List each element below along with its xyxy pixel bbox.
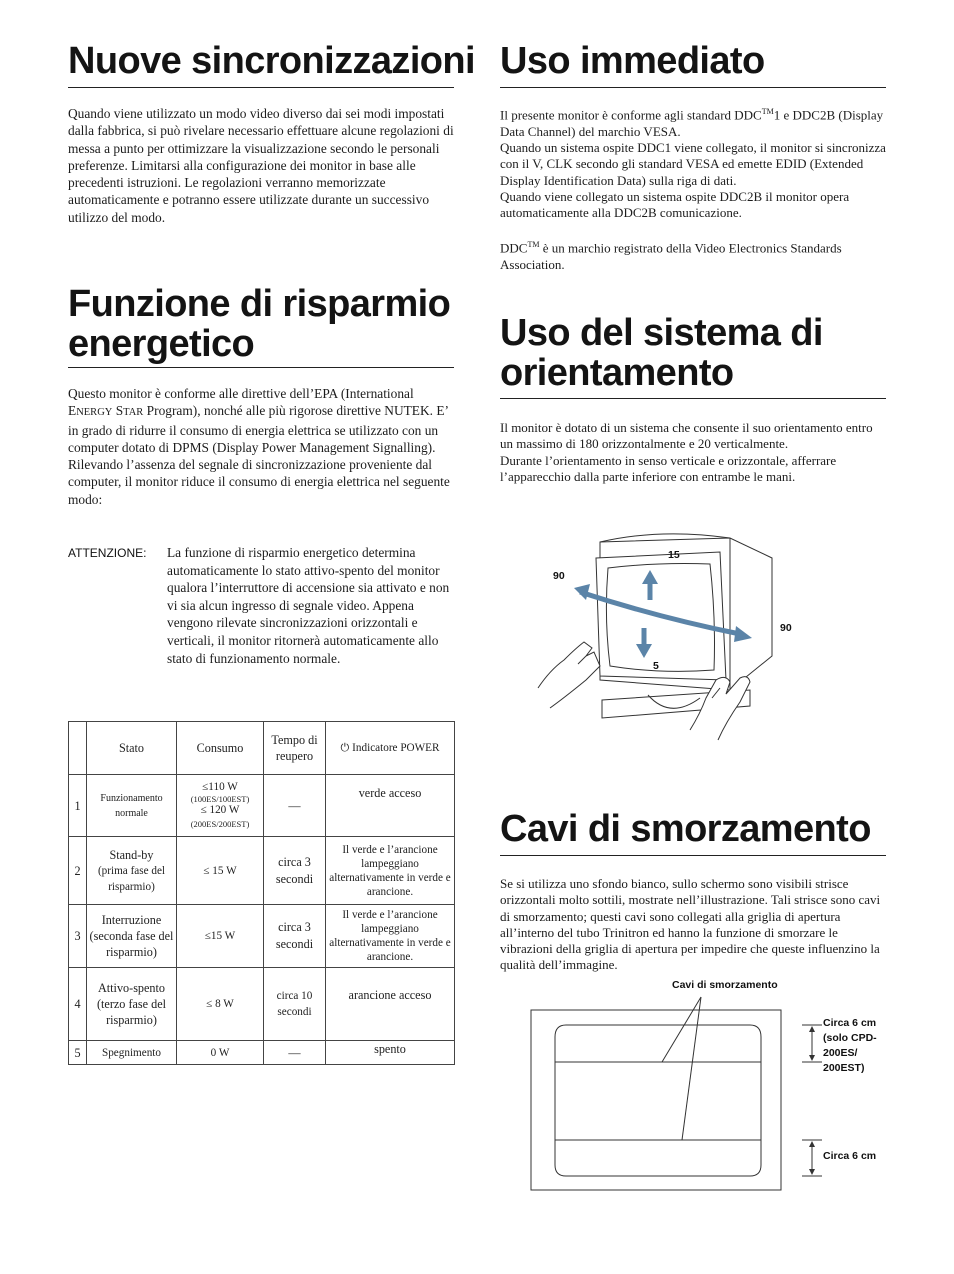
heading-cavi-smorzamento: Cavi di smorzamento — [500, 808, 871, 850]
paragraph-risparmio-energetico — [68, 385, 458, 508]
figure-caption-cavi: Cavi di smorzamento — [672, 979, 778, 991]
table-cell-tempo: circa 10 secondi — [264, 968, 326, 1041]
heading-rule — [500, 398, 886, 399]
heading-nuove-sincronizzazioni: Nuove sincronizzazioni — [68, 40, 475, 82]
paragraph-text: Il monitor è dotato di un sistema che consente il suo orientamento entro un massimo di 180 orizzontalmente e 20 verticalmente. — [500, 420, 873, 452]
table-cell-tempo: — — [264, 1041, 326, 1065]
text-run-smallcaps: NERGY — [76, 407, 113, 419]
table-cell-stato — [87, 837, 177, 905]
table-cell-consumo: 0 W — [177, 1041, 264, 1065]
heading-line: Funzione di risparmio — [68, 283, 451, 325]
attention-text: La funzione di risparmio energetico determina automaticamente lo stato attivo-spento del monitor qualora l’interruttore di accensione sia attivato e non vi sia alcun ingresso di segnale video. Appena vengono rilevate sincronizzazioni orizzontali e verticali, il monitor ritornerà automaticamente allo stato di funzionamento normale. — [167, 545, 450, 666]
table-cell-stato: Spegnimento — [87, 1041, 177, 1065]
table-header-text: Indicatore POWER — [352, 742, 440, 754]
attention-label: ATTENZIONE: — [68, 546, 147, 560]
tilt-label-up: 15 — [668, 549, 680, 561]
table-cell-consumo — [177, 775, 264, 837]
dimension-label-top — [823, 1016, 877, 1076]
text-run-smallcaps: TAR — [123, 407, 144, 419]
table-cell-indicatore: spento — [326, 1041, 455, 1065]
table-cell-num: 5 — [69, 1041, 87, 1065]
heading-rule — [500, 855, 886, 856]
table-cell-indicatore: verde acceso — [326, 775, 455, 837]
heading-sistema-orientamento — [500, 313, 823, 393]
heading-line: orientamento — [500, 352, 734, 394]
swivel-label-left: 90 — [553, 570, 565, 582]
table-cell-num: 2 — [69, 837, 87, 905]
table-cell-num: 4 — [69, 968, 87, 1041]
text-run: DDC — [500, 240, 528, 256]
table-cell-consumo: ≤15 W — [177, 905, 264, 968]
table-row — [69, 837, 455, 905]
tilt-swivel-illustration — [530, 530, 830, 750]
table-cell-line: (prima fase del risparmio) — [97, 864, 166, 893]
paragraph-orientamento — [500, 420, 880, 485]
table-cell-tempo: circa 3 secondi — [264, 905, 326, 968]
table-cell-indicatore: arancione acceso — [326, 968, 455, 1041]
paragraph-text: Se si utilizza uno sfondo bianco, sullo schermo sono visibili strisce orizzontali molto sottili, mostrate nell’illustrazione. Tali strisce sono cavi di smorzamento; questi cavi sono collegati alla griglia di apertura all’interno del tubo Trinitron ed hanno la funzione di smorzare le vibrazioni della griglia di apertura per impedire che queste influenzino la qualità dell’immagine. — [500, 876, 881, 973]
heading-uso-immediato: Uso immediato — [500, 40, 765, 82]
tilt-label-down: 5 — [653, 660, 659, 672]
table-header-tempo: Tempo di reupero — [264, 722, 326, 775]
table-cell-line: ≤110 W — [202, 780, 238, 793]
paragraph-text: Quando un sistema ospite DDC1 viene collegato, il monitor si sincronizza con il V, CLK secondo gli standard VESA ed emette EDID (Extended Display Identification Data) sulla riga di dati. — [500, 139, 886, 188]
table-cell-num: 3 — [69, 905, 87, 968]
heading-risparmio-energetico — [68, 284, 450, 364]
paragraph-text: Quando viene utilizzato un modo video diverso dai sei modi impostati dalla fabbrica, si può rivelare necessario effettuare alcune regolazioni di messa a punto per ottimizzare la visualizzazione secondo le personali preferenze. Limitarsi alla configurazione dei monitor in base alle precedenti istruzioni. Le regolazioni verranno memorizzate automaticamente e potranno essere utilizzate durante un successivo utilizzo del modo. — [68, 106, 454, 225]
text-run: Il presente monitor è conforme agli standard DDC — [500, 107, 762, 123]
table-header-empty — [69, 722, 87, 775]
table-row — [69, 775, 455, 837]
table-cell-indicatore: Il verde e l’arancione lampeggiano alternativamente in verde e arancione. — [326, 837, 455, 905]
heading-line: Uso del sistema di — [500, 312, 823, 354]
table-header-consumo: Consumo — [177, 722, 264, 775]
text-run: S — [112, 403, 124, 419]
heading-rule — [68, 367, 454, 368]
table-row — [69, 905, 455, 968]
text-run: 1 e DDC2B (Display Data Channel) del marchio VESA. — [500, 107, 884, 139]
table-cell-consumo: ≤ 8 W — [177, 968, 264, 1041]
paragraph-uso-immediato — [500, 104, 890, 273]
table-header-stato: Stato — [87, 722, 177, 775]
table-cell-tempo: — — [264, 775, 326, 837]
table-cell-indicatore: Il verde e l’arancione lampeggiano alternativamente in verde e arancione. — [326, 905, 455, 968]
power-saving-table — [68, 721, 455, 1065]
table-cell-line: (200ES/200EST) — [190, 818, 250, 829]
table-header-row — [69, 722, 455, 775]
table-row — [69, 968, 455, 1041]
table-cell-stato: Interruzione (seconda fase del risparmio) — [87, 905, 177, 968]
paragraph-nuove-sincronizzazioni — [68, 105, 458, 226]
trademark-sup: TM — [761, 107, 774, 116]
dimension-line: 200EST) — [823, 1062, 865, 1074]
paragraph-text: Quando viene collegato un sistema ospite DDC2B il monitor opera automaticamente alla DDC2B comunicazione. — [500, 188, 850, 221]
paragraph-cavi-smorzamento — [500, 876, 886, 974]
paragraph-text: Durante l’orientamento in senso verticale e orizzontale, afferrare l’apparecchio dalla parte inferiore con entrambe le mani. — [500, 452, 837, 484]
table-cell-tempo: circa 3 secondi — [264, 837, 326, 905]
power-icon: ⏻ — [340, 741, 350, 754]
heading-rule — [68, 87, 454, 88]
table-cell-line: (100ES/100EST) — [190, 793, 250, 804]
table-cell-line: ≤ 120 W — [200, 803, 240, 816]
dimension-line: Circa 6 cm — [823, 1017, 877, 1029]
table-cell-stato: Funzionamento normale — [87, 775, 177, 837]
table-cell-line: Stand-by — [109, 847, 154, 862]
heading-line: energetico — [68, 323, 255, 365]
text-run: è un marchio registrato della Video Electronics Standards Association. — [500, 240, 842, 273]
swivel-label-right: 90 — [780, 622, 792, 634]
table-row — [69, 1041, 455, 1065]
text-run: Program), nonché alle più rigorose direttive NUTEK. E’ in grado di ridurre il consumo di energia elettrica se utilizzato con un computer dotato di DPMS (Display Power Management Signalling). Rilevando l’assenza del segnale di sincronizzazione proveniente dal computer, il monitor riduce il consumo di energia elettrica nel seguente modo: — [68, 403, 450, 507]
table-cell-num: 1 — [69, 775, 87, 837]
damper-wires-diagram — [528, 995, 828, 1195]
dimension-label-bottom: Circa 6 cm — [823, 1150, 877, 1162]
table-cell-stato: Attivo-spento (terzo fase del risparmio) — [87, 968, 177, 1041]
dimension-line: 200ES/ — [823, 1047, 858, 1059]
trademark-sup: TM — [527, 240, 540, 250]
heading-rule — [500, 87, 886, 88]
dimension-line: (solo CPD- — [823, 1032, 877, 1044]
table-cell-consumo: ≤ 15 W — [177, 837, 264, 905]
table-header-indicatore — [326, 722, 455, 775]
text-run: Questo monitor è conforme alle direttive dell’EPA (International E — [68, 386, 414, 419]
